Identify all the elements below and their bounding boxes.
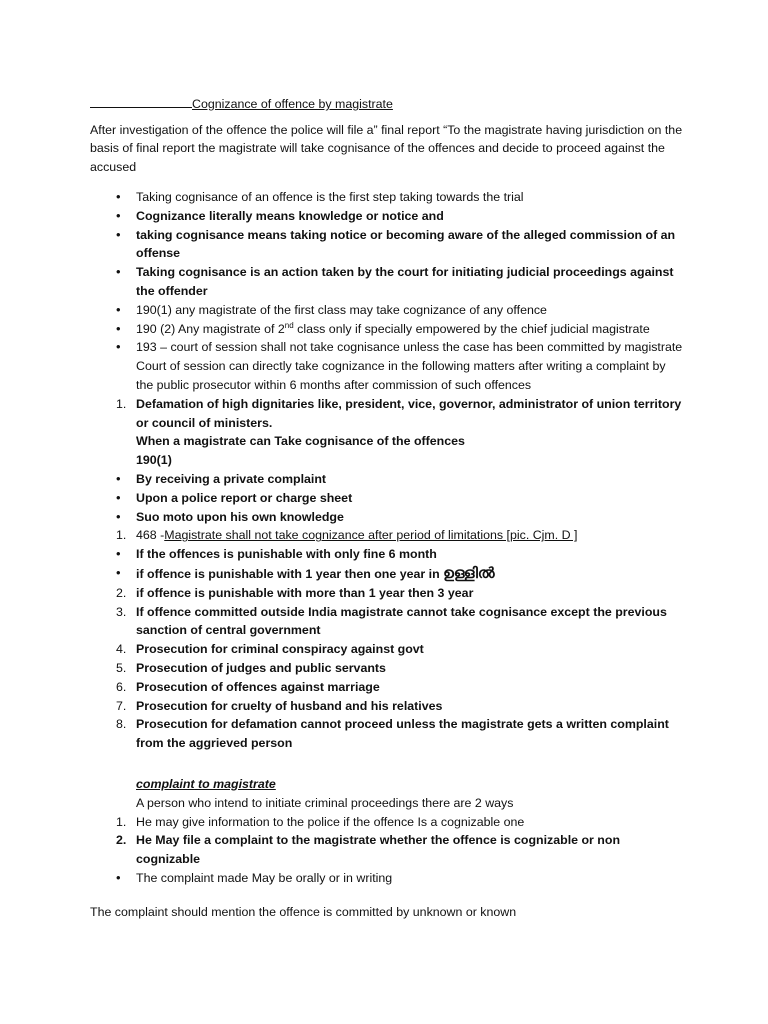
list-item-text: Prosecution of offences against marriage	[136, 679, 380, 694]
list-item-text: Cognizance literally means knowledge or notice and	[136, 208, 444, 223]
text-part: if offence is punishable with 1 year then one year in	[136, 566, 444, 581]
list-item	[0, 395, 768, 433]
list-item	[0, 357, 768, 395]
list-item-text: Taking cognisance is an action taken by the court for initiating judicial proceedings against the offender	[136, 265, 674, 298]
list-item-text: 190(1) any magistrate of the first class may take cognizance of any offence	[136, 302, 547, 317]
list-item-text: Suo moto upon his own knowledge	[136, 509, 344, 524]
heading-part: to magistrate	[194, 776, 276, 791]
list-item	[0, 775, 768, 794]
number-marker: 8.	[116, 717, 127, 732]
list-item-text	[136, 564, 684, 584]
number-marker: 2.	[116, 585, 127, 600]
list-item-text: Court of session can directly take cognizance in the following matters after writing a complaint by the public prosecutor within 6 months after commission of such offences	[136, 359, 666, 392]
list-item	[0, 207, 768, 226]
list-item	[0, 508, 768, 527]
number-marker: 5.	[116, 660, 127, 675]
list-item-text: Prosecution for criminal conspiracy against govt	[136, 642, 424, 657]
list-item-text: Prosecution of judges and public servants	[136, 660, 386, 675]
list-item-text: If the offences is punishable with only fine 6 month	[136, 547, 437, 562]
list-item	[0, 320, 768, 339]
list-item-text: By receiving a private complaint	[136, 471, 327, 486]
list-item	[0, 526, 768, 545]
notes-list	[0, 188, 768, 888]
heading-part: complaint	[136, 776, 195, 791]
bullet-marker: •	[116, 189, 121, 204]
bullet-marker: •	[116, 564, 121, 580]
list-item	[0, 869, 768, 888]
list-item	[0, 451, 768, 470]
bullet-marker: •	[116, 264, 121, 280]
underlined-text: Magistrate shall not take cognizance after period of limitations [pic. Cjm. D ]	[164, 528, 578, 543]
list-item	[0, 301, 768, 320]
closing-paragraph: The complaint should mention the offence is committed by unknown or known	[90, 905, 517, 919]
list-item	[0, 697, 768, 716]
title-underline-rule	[90, 94, 192, 108]
number-marker: 4.	[116, 642, 127, 657]
list-item	[0, 794, 768, 813]
number-marker: 6.	[116, 679, 127, 694]
bullet-marker: •	[116, 546, 121, 562]
list-item-text: taking cognisance means taking notice or becoming aware of the alleged commission of an offense	[136, 227, 676, 261]
list-item	[0, 678, 768, 697]
page-title	[90, 94, 393, 113]
spacer	[0, 753, 768, 775]
number-marker: 1.	[116, 814, 127, 829]
list-item-text: Prosecution for defamation cannot proceed unless the magistrate gets a written complaint from the aggrieved person	[136, 717, 669, 751]
list-item-text: A person who intend to initiate criminal proceedings there are 2 ways	[136, 795, 514, 810]
list-item-text: If offence committed outside India magistrate cannot take cognisance except the previous sanction of central government	[136, 604, 667, 638]
list-item	[0, 715, 768, 753]
text-part: 468 -	[136, 528, 165, 543]
bullet-marker: •	[116, 489, 121, 505]
bullet-marker: •	[116, 301, 121, 317]
text-part: class only if specially empowered by the chief judicial magistrate	[293, 321, 650, 336]
list-item-text: Upon a police report or charge sheet	[136, 490, 353, 505]
list-item-text: Defamation of high dignitaries like, president, vice, governor, administrator of union territory or council of ministers.	[136, 396, 682, 430]
bullet-marker: •	[116, 508, 121, 524]
bullet-marker: •	[116, 470, 121, 486]
malayalam-text: ഉള്ളിൽ	[443, 563, 495, 582]
superscript: nd	[284, 320, 294, 330]
list-item	[0, 489, 768, 508]
bullet-marker: •	[116, 207, 121, 223]
list-item	[0, 831, 768, 869]
list-item-text	[136, 526, 684, 545]
number-marker: 7.	[116, 698, 127, 713]
number-marker: 1.	[116, 528, 127, 543]
list-item-text: Prosecution for cruelty of husband and his relatives	[136, 698, 443, 713]
number-marker: 3.	[116, 604, 127, 619]
bullet-marker: •	[116, 339, 121, 355]
list-item	[0, 188, 768, 207]
list-item	[0, 226, 768, 264]
list-item-text: Taking cognisance of an offence is the first step taking towards the trial	[136, 190, 524, 204]
list-item	[0, 640, 768, 659]
list-item	[0, 432, 768, 451]
bullet-marker: •	[116, 320, 121, 336]
list-item-text: He May file a complaint to the magistrate whether the offence is cognizable or non cognizable	[136, 833, 621, 867]
list-item-text: if offence is punishable with more than 1 year then 3 year	[136, 585, 474, 600]
list-item	[0, 564, 768, 584]
list-item	[0, 813, 768, 832]
list-item	[0, 263, 768, 301]
list-item-text: He may give information to the police if the offence Is a cognizable one	[136, 814, 525, 829]
number-marker: 2.	[116, 833, 127, 848]
number-marker: 1.	[116, 396, 127, 411]
list-item-text	[136, 320, 684, 339]
list-item	[0, 470, 768, 489]
list-item-text: The complaint made May be orally or in writing	[136, 870, 393, 885]
title-text: Cognizance of offence by magistrate	[192, 97, 393, 111]
intro-paragraph: After investigation of the offence the police will file a” final report “To the magistrate having jurisdiction on the basis of final report the magistrate will take cognisance of the offences and decide to proceed against the accused	[90, 123, 683, 174]
list-item	[0, 603, 768, 641]
bullet-marker: •	[116, 869, 121, 885]
bullet-marker: •	[116, 226, 121, 242]
text-part: 190 (2) Any magistrate of 2	[136, 321, 285, 336]
list-item	[0, 545, 768, 564]
list-item-text: 193 – court of session shall not take cognisance unless the case has been committed by magistrate	[136, 340, 683, 355]
section-heading	[136, 775, 684, 794]
section-subheading: When a magistrate can Take cognisance of the offences	[136, 434, 465, 449]
list-item	[0, 338, 768, 357]
list-item	[0, 584, 768, 603]
section-reference: 190(1)	[136, 453, 172, 468]
list-item	[0, 659, 768, 678]
